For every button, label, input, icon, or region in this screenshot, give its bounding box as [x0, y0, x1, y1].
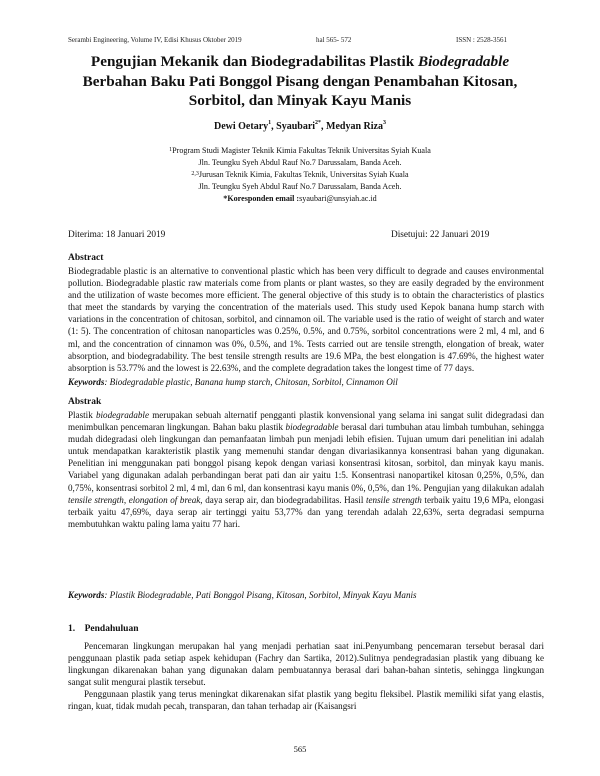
email-link[interactable]: syaubari@unsyiah.ac.id [299, 194, 377, 203]
paper-title [60, 52, 540, 111]
author-3-affil: 3 [383, 120, 386, 126]
affil-2-line2: Jln. Teungku Syeh Abdul Rauf No.7 Darussalam, Banda Aceh. [198, 182, 402, 191]
kata-kunci-list: : Plastik Biodegradable, Pati Bonggol Pisang, Kitosan, Sorbitol, Minyak Kayu Manis [104, 590, 417, 600]
author-3: Medyan Riza [326, 121, 383, 132]
corresponding-email [60, 193, 540, 205]
page-number: 565 [293, 744, 307, 754]
author-sep: , [321, 121, 327, 132]
abstrak-heading: Abstrak [68, 397, 102, 407]
journal-header: Serambi Engineering, Volume IV, Edisi Khusus Oktober 2019 [68, 36, 242, 44]
affil-1-sup: 1 [169, 147, 173, 153]
keywords-list: : Biodegradable plastic, Banana hump starch, Chitosan, Sorbitol, Cinnamon Oil [104, 377, 398, 387]
abstrak-seg: Plastik [68, 410, 96, 420]
affiliation-2 [60, 169, 540, 193]
author-list [60, 121, 540, 132]
affil-1-line1: Program Studi Magister Teknik Kimia Fakultas Teknik Universitas Syiah Kuala [172, 146, 431, 155]
abstrak-text [68, 409, 544, 530]
affil-2-sup: 2,3 [191, 171, 199, 177]
affil-2-line1: Jurusan Teknik Kimia, Fakultas Teknik, Universitas Syiah Kuala [198, 170, 409, 179]
keywords-en [68, 376, 544, 388]
intro-paragraph-2: Penggunaan plastik yang terus meningkat dikarenakan sifat plastik yang begitu fleksibel. Plastik memiliki sifat yang elastis, ringan, kuat, tidak mudah pecah, transparan, dan tahan terhadap air (Kaisangsri [68, 689, 544, 712]
title-italic: Biodegradable [417, 53, 510, 70]
title-part2: Berbahan Baku Pati Bonggol Pisang dengan Penambahan Kitosan, Sorbitol, dan Minyak Kayu Manis [82, 72, 518, 109]
affiliation-1 [60, 145, 540, 169]
page-range-header: hal 565- 572 [316, 36, 352, 44]
author-2: Syaubari [276, 121, 316, 132]
abstract-heading: Abstract [68, 253, 104, 263]
abstrak-seg: merupakan sebuah alternatif pengganti plastik konvensional yang selama ini sangat sulit didegradasi dan menimbulkan pencemaran lingkungan. Bahan baku plastik [68, 410, 544, 433]
abstrak-italic: tensile strength, elongation of break [68, 494, 201, 505]
intro-body [68, 640, 544, 713]
kata-kunci-label: Keywords [68, 590, 105, 600]
title-part1: Pengujian Mekanik dan Biodegradabilitas Plastik [90, 53, 418, 70]
abstrak-seg: berasal dari tumbuhan atau limbah tumbuhan, sehingga mudah didegradasi oleh lingkungan dan pemanfaatan limbah pun menjadi lebih efisien. Tujuan umum dari penelitian ini adalah untuk mendapatkan karakteristik plastik yang memenuhi standar dengan divariasikannya konsentrasi bahan yang digunakan. Penelitian ini menggunakan pati bonggol pisang kepok dengan variasi konsentrasi kitosan, sorbitol, dan minyak kayu manis. Variabel yang digunakan adalah perbandingan berat pati dan air yaitu 1:5. Konsentrasi nanopartikel kitosan 0,25%, 0,5%, dan 0,75%, konsentrasi sorbitol 2 ml, 4 ml, dan 6 ml, dan konsentrasi kayu manis 0%, 0,5%, dan 1%. Pengujian yang dilakukan adalah [68, 422, 544, 493]
accepted-date: Disetujui: 22 Januari 2019 [391, 230, 490, 240]
abstract-text: Biodegradable plastic is an alternative to conventional plastic which has been very difficult to degrade and causes environmental pollution. Biodegradable plastic raw materials come from plants or plant wastes, so they are easily degraded by the environment and the utilization of waste becomes more efficient. The general objective of this study is to obtain the characteristics of plastics that meet the standards by varying the concentration of the materials used. This study used Kepok banana hump starch with variations in the concentration of chitosan, sorbitol, and cinnamon oil. The variable used is the ratio of weight of starch and water (1: 5). The concentration of chitosan nanoparticles was 0.25%, 0.5%, and 0.75%, sorbitol concentrations were 2 ml, 4 ml, and 6 ml, and the concentration of cinnamon was 0%, 0.5%, and 1%. Tests carried out are tensile strength, elongation of break, water absorption, and biodegradability. The best tensile strength results are 19.6 MPa, the best elongation is 47.69%, the highest water absorption is 53.77% and the lowest is 22.63%, and the complete degradation takes the longest time of 77 days. [68, 266, 544, 373]
keywords-label: Keywords [68, 377, 105, 387]
author-sep: , [271, 121, 277, 132]
intro-paragraph-1: Pencemaran lingkungan merupakan hal yang menjadi perhatian saat ini.Penyumbang pencemaran tersebut berasal dari penggunaan plastik pada setiap aspek kehidupan (Fachry dan Sartika, 2012).Sulitnya pendegradasian plastik yang dibuang ke lingkungan dikarenakan bahan yang digunakan dalam pembuatannya berasal dari bahan-bahan sintetis, sehingga lingkungan sangat sulit mengurai plastik tersebut. [68, 641, 544, 688]
author-2-affil: 2* [315, 120, 322, 126]
section-introduction-heading: 1. Pendahuluan [68, 624, 139, 634]
issn-header: ISSN : 2528-3561 [456, 36, 507, 44]
author-1: Dewi Oetary [213, 121, 269, 132]
abstrak-seg: terbaik yaitu 19,6 MPa, elongasi terbaik yaitu 47,69%, daya serap air tertinggi yaitu 53,77% dan yang terendah adalah 22,63%, serta degradasi sempurna membutuhkan waktu paling lama yaitu 77 hari. [68, 494, 544, 529]
abstrak-italic: biodegradable [95, 410, 149, 420]
abstrak-italic: biodegradable [285, 422, 339, 433]
author-1-affil: 1 [268, 120, 272, 126]
abstrak-seg: , daya serap air, dan biodegradabilitas. Hasil [200, 494, 366, 505]
abstrak-italic: tensile strength [365, 494, 422, 505]
received-date: Diterima: 18 Januari 2019 [68, 230, 166, 240]
keywords-id [68, 589, 544, 601]
corr-label: *Koresponden email : [223, 194, 300, 203]
affil-1-line2: Jln. Teungku Syeh Abdul Rauf No.7 Darussalam, Banda Aceh. [198, 158, 402, 167]
